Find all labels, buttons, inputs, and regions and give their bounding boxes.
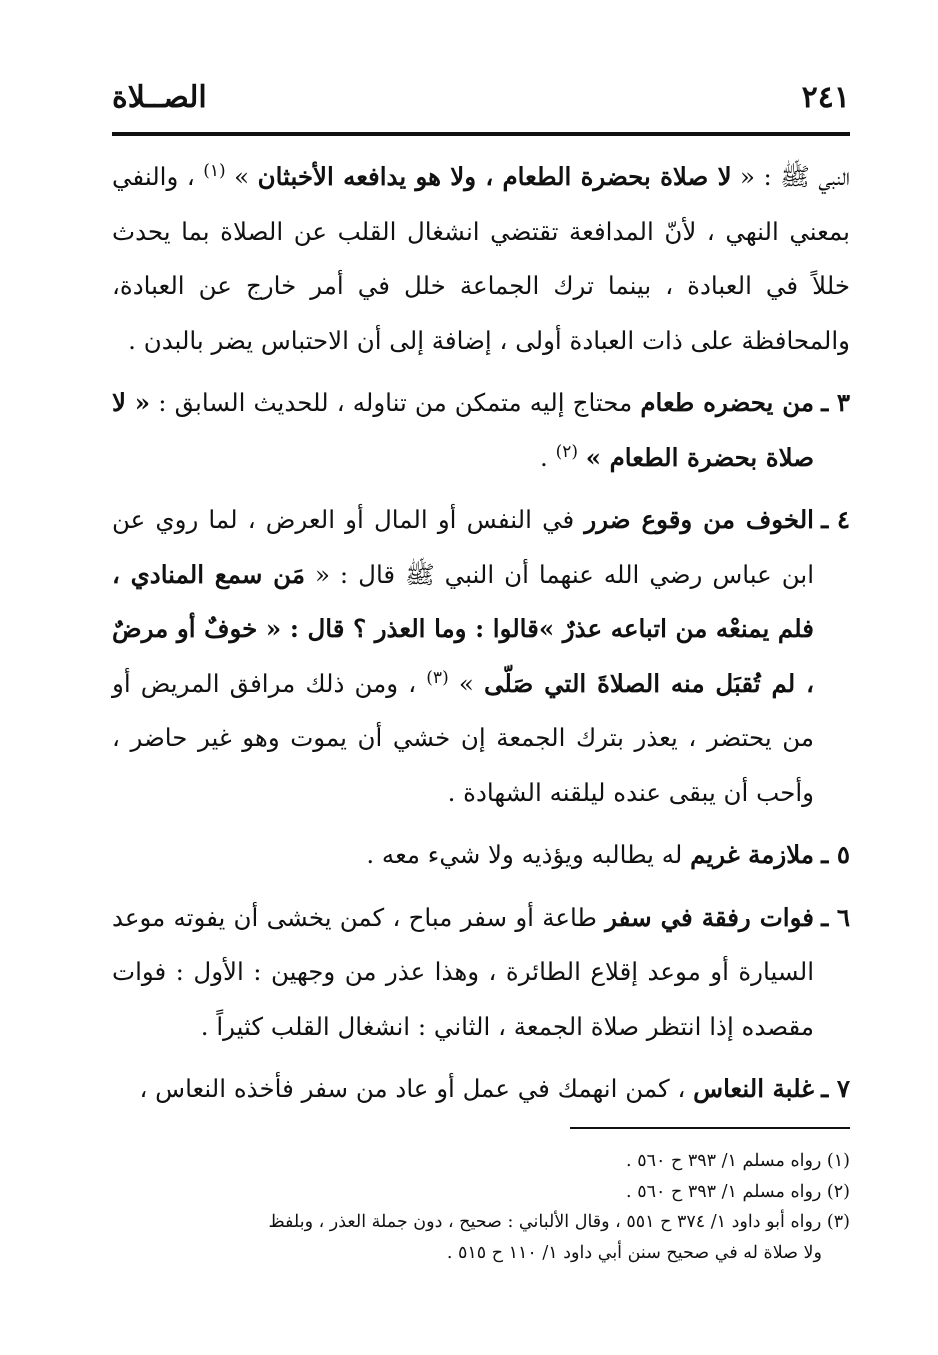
item-number: ٣ ـ (821, 388, 850, 417)
footnote-ref: (١) (203, 160, 226, 181)
text-run: له يطالبه ويؤذيه ولا شيء معه . (366, 840, 691, 869)
hadith-quote: « لا صلاة بحضرة الطعام » (112, 388, 814, 472)
text-run: ، والنفي بمعني النهي ، لأنّ المدافعة تقتضي انشغال القلب عن الصلاة بما يحدث خللاً في العبادة ، بينما ترك الجماعة خلل في أمر خارج عن العبادة، والمحافظة على ذات العبادة أولى ، إضافة إلى أن الاحتباس يضر بالبدن . (112, 162, 850, 355)
item-heading: فوات رفقة في سفر (605, 902, 814, 932)
main-text (112, 150, 850, 1117)
footnote-divider (570, 1127, 850, 1129)
text-run: في النفس أو المال أو العرض ، لما روي عن ابن عباس رضي الله عنهما أن النبي ﷺ قال : « (112, 505, 814, 589)
item-number: ٥ ـ (821, 840, 850, 869)
footnote-1: (١) رواه مسلم ١/ ٣٩٣ ح ٥٦٠ . (626, 1151, 850, 1171)
item-number: ٧ ـ (821, 1074, 850, 1103)
list-item-4 (112, 493, 850, 820)
hadith-quote: لا صلاة بحضرة الطعام ، ولا هو يدافعه الأخبثان (257, 162, 732, 191)
item-number: ٦ ـ (821, 902, 850, 932)
list-item-5 (112, 828, 850, 883)
item-heading: الخوف من وقوع ضرر (584, 505, 814, 534)
text-run: ، ومن ذلك مرافق المريض أو من يحتضر ، يعذر بترك الجمعة إن خشي أن يموت وهو غير حاضر ، وأحب أن يبقى عنده ليلقنه الشهادة . (112, 668, 814, 807)
footnote-ref: (٣) (426, 667, 449, 688)
footnote-2: (٢) رواه مسلم ١/ ٣٩٣ ح ٥٦٠ . (626, 1181, 850, 1202)
hadith-quote: مَن سمع المنادي ، فلم يمنعْه من اتباعه عذرٌ »قالوا : وما العذر ؟ قال : « خوفٌ أو مرضٌ ، لم تُقبَل منه الصلاةَ التي صَلّى (112, 559, 814, 698)
footnote-3-continuation: ولا صلاة له في صحيح سنن أبي داود ١/ ١١٠ ح ٥١٥ . (446, 1242, 822, 1263)
text-run: محتاج إليه متمكن من تناوله ، للحديث السابق : (150, 388, 641, 417)
text-run: النبي ﷺ : « (731, 162, 850, 191)
list-item-6 (112, 891, 850, 1055)
item-heading: غلبة النعاس (693, 1074, 814, 1103)
header-divider (112, 132, 850, 136)
item-number: ٤ ـ (821, 505, 850, 534)
text-run: . (539, 442, 556, 472)
running-title: الصــلاة (112, 80, 207, 115)
footnote-ref: (٢) (555, 441, 578, 462)
text-run: » (448, 668, 484, 698)
text-run: » (225, 162, 258, 191)
list-item-3 (112, 376, 850, 485)
page-header (112, 72, 850, 132)
text-run: طاعة أو سفر مباح ، كمن يخشى أن يفوته موعد السيارة أو موعد إقلاع الطائرة ، وهذا عذر من وجهين : الأول : فوات مقصده إذا انتظر صلاة الجمعة ، الثاني : انشغال القلب كثيراً . (112, 902, 814, 1041)
list-item-7 (112, 1062, 850, 1117)
footnotes (112, 1146, 850, 1268)
footnote-3: (٣) رواه أبو داود ١/ ٣٧٤ ح ٥٥١ ، وقال الألباني : صحيح ، دون جملة العذر ، وبلفظ (268, 1212, 850, 1232)
text-run: ، كمن انهمك في عمل أو عاد من سفر فأخذه النعاس ، (139, 1074, 694, 1103)
item-heading: من يحضره طعام (640, 388, 814, 417)
item-heading: ملازمة غريم (690, 840, 814, 869)
page-number: ٢٤١ (801, 80, 850, 115)
paragraph-continuation (112, 150, 850, 368)
